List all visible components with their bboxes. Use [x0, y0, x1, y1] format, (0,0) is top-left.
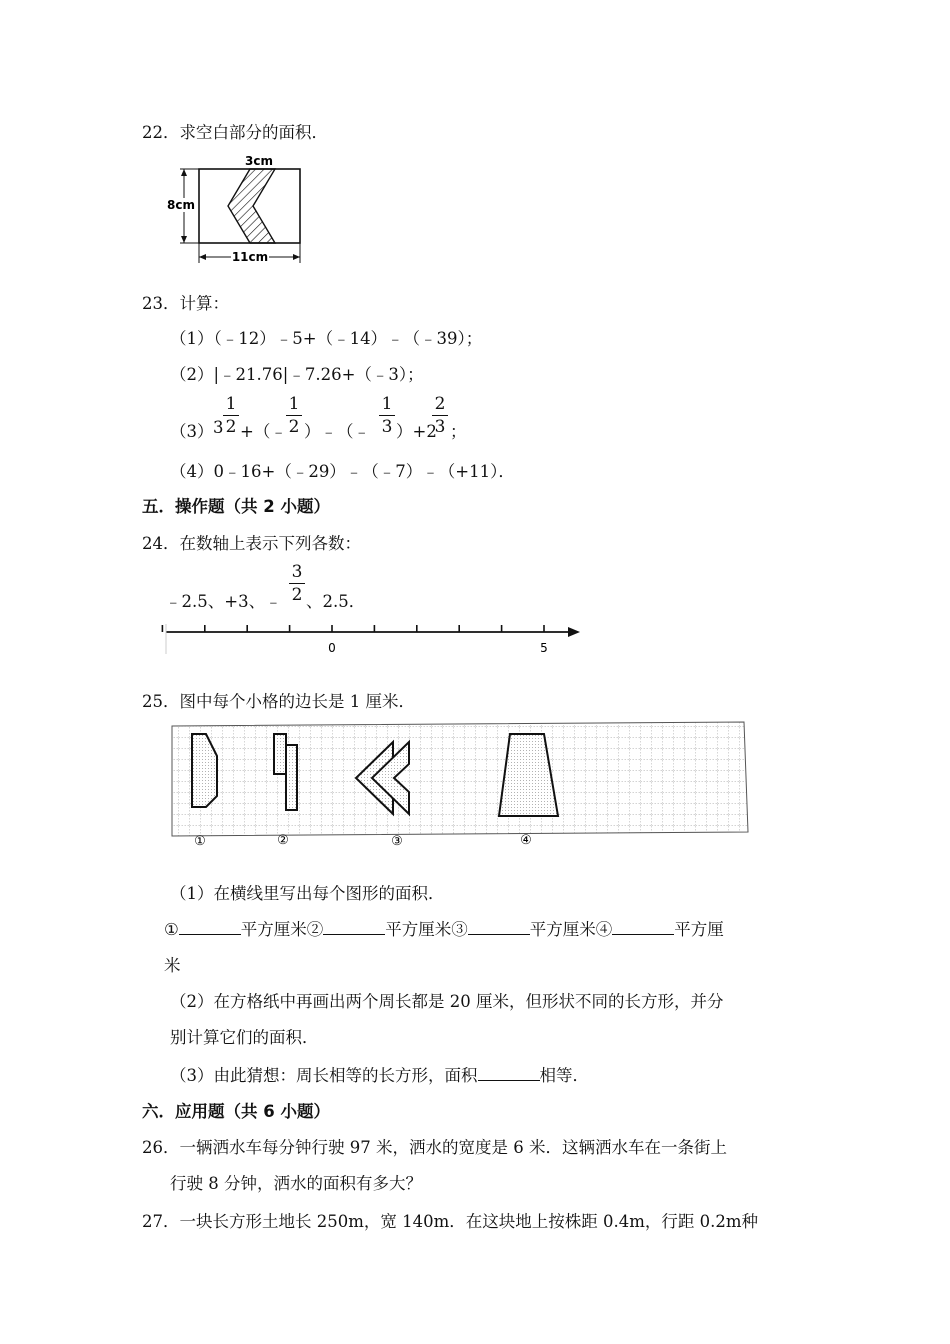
figure-label-3: ③ — [391, 834, 403, 849]
figure-label-2: ② — [277, 833, 289, 848]
q24-title: 24．在数轴上表示下列各数： — [142, 534, 361, 553]
q23-part3-mid1: +（﹣ — [240, 422, 287, 441]
q24-list-b: 、2.5． — [306, 592, 366, 611]
q25-sub3: （3）由此猜想：周长相等的长方形，面积 相等． — [170, 1066, 589, 1085]
answer-blank-2[interactable] — [323, 920, 385, 935]
q23-fraction-2: 1 2 — [285, 395, 303, 436]
q22-text: 22．求空白部分的面积． — [142, 123, 328, 142]
q23-part3-end: ； — [450, 422, 467, 441]
q23-fraction-3: 1 3 — [378, 395, 396, 436]
q23-fraction-4: 2 3 — [431, 395, 449, 436]
q23-part3-prefix: （3） — [170, 422, 214, 441]
section-6-heading: 六．应用题（共 6 小题） — [142, 1102, 330, 1121]
q23-part3-mid3: ）+2 — [396, 422, 437, 441]
axis-label-zero: 0 — [328, 641, 336, 655]
q23-fraction-1: 1 2 — [222, 395, 240, 436]
q25-sub1: （1）在横线里写出每个图形的面积． — [170, 884, 445, 903]
q25-sub2-line1: （2）在方格纸中再画出两个周长都是 20 厘米，但形状不同的长方形，并分 — [170, 992, 724, 1011]
q22-bottom-label: 11cm — [231, 250, 269, 264]
q23-part2: （2）|﹣21.76|﹣7.26+（﹣3）； — [170, 365, 424, 384]
grid-paper — [172, 722, 748, 836]
shape-2b — [286, 745, 297, 810]
q25-fill-line: ① 平方厘米② 平方厘米③ 平方厘米④ 平方厘 — [164, 920, 724, 939]
q25-title: 25．图中每个小格的边长是 1 厘米． — [142, 692, 415, 711]
answer-blank-1[interactable] — [179, 920, 241, 935]
axis-label-five: 5 — [540, 641, 548, 655]
q23-part4: （4）0﹣16+（﹣29）﹣（﹣7）﹣（+11）． — [170, 462, 515, 481]
q23-part3-mid2: ）﹣（﹣ — [304, 422, 370, 441]
q22-left-label: 8cm — [167, 198, 195, 212]
answer-blank-3[interactable] — [468, 920, 530, 935]
q24-fraction: 3 2 — [288, 563, 306, 604]
q25-sub2-line2: 别计算它们的面积． — [170, 1028, 319, 1047]
q22-figure — [164, 150, 314, 270]
figure-label-4: ④ — [520, 833, 532, 848]
answer-blank-5[interactable] — [478, 1066, 540, 1081]
figure-label-1: ① — [194, 834, 206, 849]
q27-line1: 27．一块长方形土地长 250m，宽 140m．在这块地上按株距 0.4m，行距 0.2m种 — [142, 1212, 759, 1231]
q23-part3-whole: 3 — [213, 418, 224, 437]
q24-number-line — [160, 618, 590, 660]
q25-fill-line-wrap: 米 — [164, 956, 181, 975]
q24-list-a: ﹣2.5、+3、﹣ — [165, 592, 282, 611]
answer-blank-4[interactable] — [612, 920, 674, 935]
number-line-arrow-icon — [568, 627, 580, 637]
q23-title: 23．计算： — [142, 294, 229, 313]
q22-top-label: 3cm — [245, 154, 273, 168]
shape-2a — [274, 734, 286, 774]
q26-line2: 行驶 8 分钟，洒水的面积有多大？ — [170, 1174, 422, 1193]
q25-grid-figure — [168, 716, 758, 852]
section-5-heading: 五．操作题（共 2 小题） — [142, 497, 330, 516]
q26-line1: 26．一辆洒水车每分钟行驶 97 米，洒水的宽度是 6 米．这辆洒水车在一条街上 — [142, 1138, 727, 1157]
q23-part1: （1）（﹣12）﹣5+（﹣14）﹣（﹣39）； — [170, 329, 483, 348]
